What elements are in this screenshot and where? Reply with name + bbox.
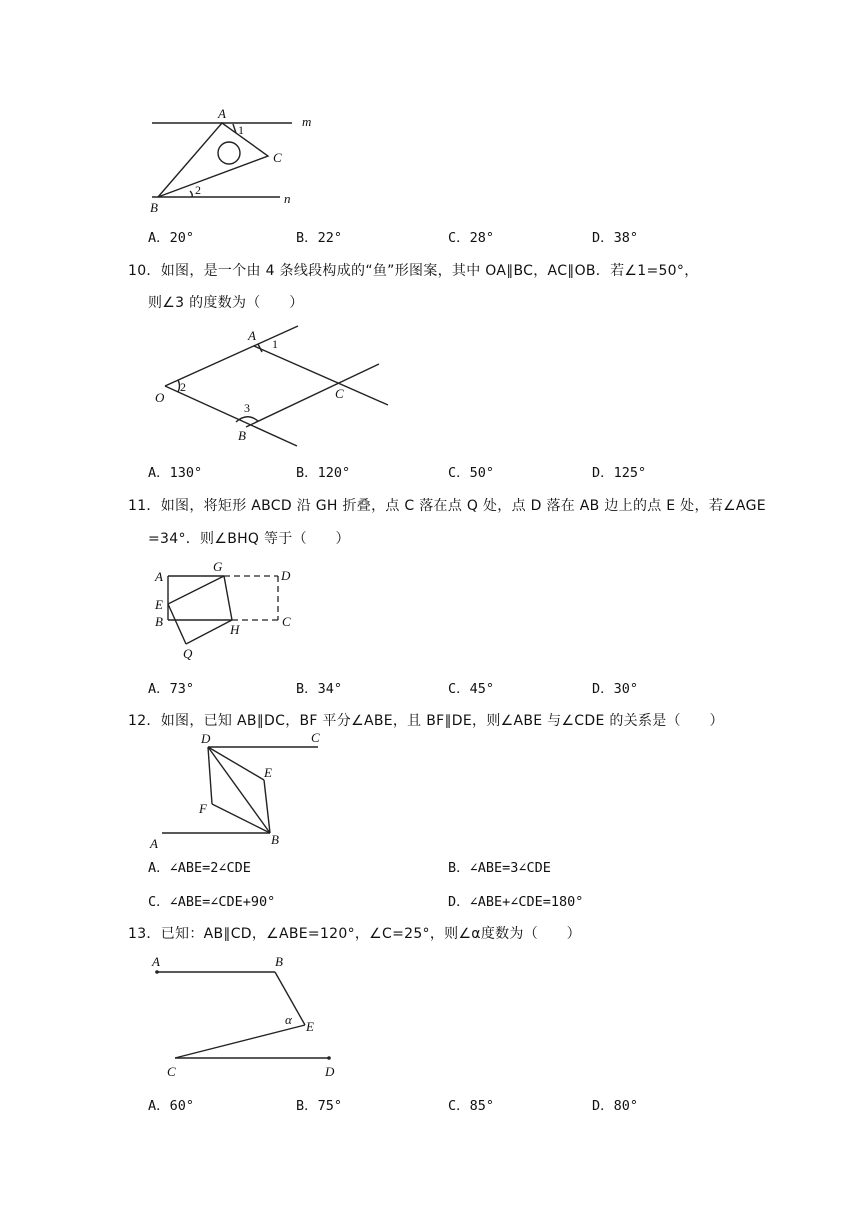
q9-label-2: 2 bbox=[195, 183, 201, 197]
q10-option-b[interactable]: B．120° bbox=[296, 465, 351, 481]
q10-option-a[interactable]: A．130° bbox=[148, 465, 203, 481]
q11-label-E: E bbox=[155, 597, 163, 612]
q9-option-b[interactable]: B．22° bbox=[296, 230, 343, 246]
q13-label-D: D bbox=[325, 1064, 335, 1079]
q11-option-b[interactable]: B．34° bbox=[296, 681, 343, 697]
q9-option-c[interactable]: C．28° bbox=[448, 230, 495, 246]
q11-label-H: H bbox=[230, 622, 240, 637]
q11-label-Q: Q bbox=[183, 646, 193, 661]
q10-stem-line1: 10．如图，是一个由 4 条线段构成的“鱼”形图案，其中 OA∥BC，AC∥OB．若∠1=50°， bbox=[128, 263, 699, 279]
q10-label-O: O bbox=[155, 390, 165, 405]
q13-stem-line1: 13．已知：AB∥CD，∠ABE=120°，∠C=25°，则∠α度数为（ ） bbox=[128, 926, 581, 942]
q12-label-B: B bbox=[271, 832, 279, 847]
q10-label-3: 3 bbox=[244, 401, 250, 415]
q12-label-D: D bbox=[201, 731, 211, 746]
q11-stem-line2: =34°．则∠BHQ 等于（ ） bbox=[148, 531, 350, 547]
q9-label-1: 1 bbox=[238, 123, 244, 137]
q10-label-1: 1 bbox=[272, 337, 278, 351]
q9-option-a[interactable]: A．20° bbox=[148, 230, 195, 246]
q12-option-a[interactable]: A．∠ABE=2∠CDE bbox=[148, 860, 251, 876]
q12-option-d[interactable]: D．∠ABE+∠CDE=180° bbox=[448, 894, 584, 910]
q10-option-c[interactable]: C．50° bbox=[448, 465, 495, 481]
q9-label-m: m bbox=[302, 114, 312, 129]
q13-label-E: E bbox=[306, 1019, 314, 1034]
q10-label-B: B bbox=[238, 428, 246, 443]
q10-stem-line2: 则∠3 的度数为（ ） bbox=[148, 295, 304, 311]
q11-label-A: A bbox=[155, 569, 163, 584]
q10-option-d[interactable]: D．125° bbox=[592, 465, 647, 481]
q11-option-c[interactable]: C．45° bbox=[448, 681, 495, 697]
q13-option-b[interactable]: B．75° bbox=[296, 1098, 343, 1114]
q10-label-2: 2 bbox=[180, 380, 186, 394]
q9-label-B: B bbox=[150, 200, 158, 215]
q11-label-B: B bbox=[155, 614, 163, 629]
q13-label-B: B bbox=[275, 954, 283, 969]
q12-label-E: E bbox=[264, 765, 272, 780]
q11-option-d[interactable]: D．30° bbox=[592, 681, 639, 697]
q12-label-A: A bbox=[150, 836, 158, 851]
q11-stem-line1: 11．如图，将矩形 ABCD 沿 GH 折叠，点 C 落在点 Q 处，点 D 落在 AB 边上的点 E 处，若∠AGE bbox=[128, 498, 766, 514]
q9-label-A: A bbox=[218, 106, 226, 121]
q9-label-C: C bbox=[273, 150, 282, 165]
q13-option-a[interactable]: A．60° bbox=[148, 1098, 195, 1114]
q12-label-C: C bbox=[311, 730, 320, 745]
q12-label-F: F bbox=[199, 801, 207, 816]
q13-option-d[interactable]: D．80° bbox=[592, 1098, 639, 1114]
q13-label-A: A bbox=[152, 954, 160, 969]
q11-label-C: C bbox=[282, 614, 291, 629]
q11-option-a[interactable]: A．73° bbox=[148, 681, 195, 697]
q12-option-b[interactable]: B．∠ABE=3∠CDE bbox=[448, 860, 551, 876]
q10-label-C: C bbox=[335, 386, 344, 401]
q13-option-c[interactable]: C．85° bbox=[448, 1098, 495, 1114]
q12-stem-line1: 12．如图，已知 AB∥DC，BF 平分∠ABE，且 BF∥DE，则∠ABE 与∠CDE 的关系是（ ） bbox=[128, 713, 724, 729]
q13-label-C: C bbox=[167, 1064, 176, 1079]
q11-label-G: G bbox=[213, 559, 223, 574]
q9-option-d[interactable]: D．38° bbox=[592, 230, 639, 246]
q13-label-alpha: α bbox=[285, 1012, 292, 1027]
q10-label-A: A bbox=[248, 328, 256, 343]
q11-label-D: D bbox=[281, 568, 291, 583]
q9-label-n: n bbox=[284, 191, 291, 206]
q12-option-c[interactable]: C．∠ABE=∠CDE+90° bbox=[148, 894, 276, 910]
